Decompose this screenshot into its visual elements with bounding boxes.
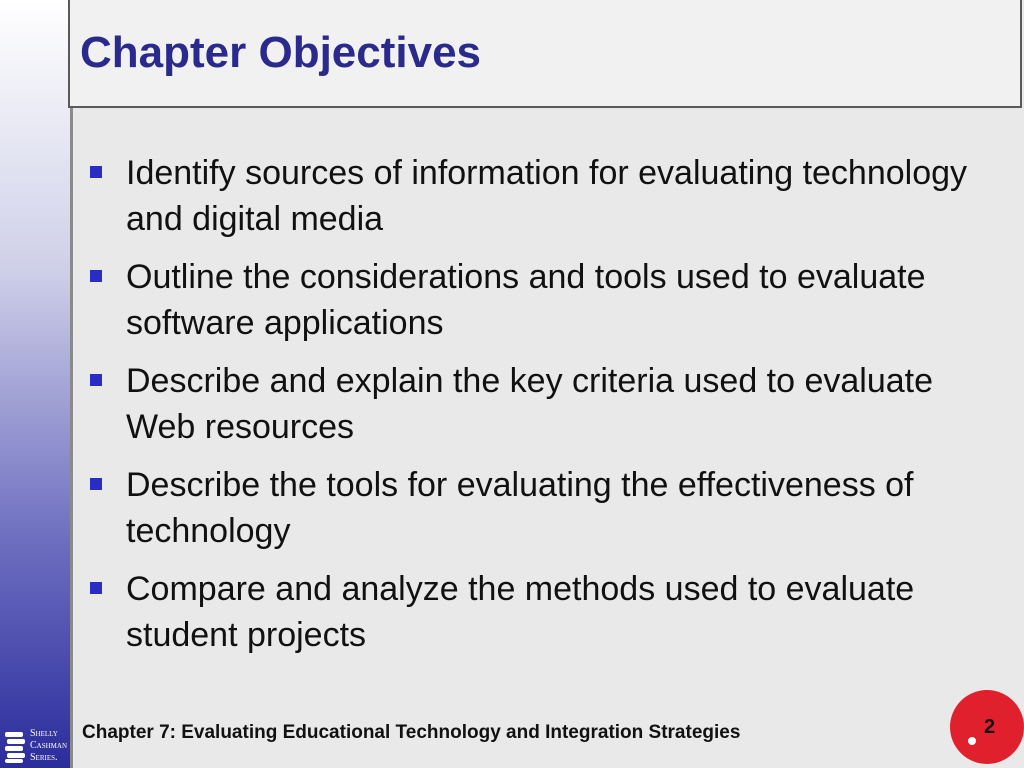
bullet-list <box>90 150 1010 670</box>
bullet-item <box>90 462 1010 554</box>
page-number: 2 <box>984 716 996 738</box>
slide-title: Chapter Objectives <box>80 28 482 77</box>
bullet-item <box>90 358 1010 450</box>
logo-line: Shelly <box>30 728 58 739</box>
page-dot <box>968 737 976 745</box>
bullet-item <box>90 254 1010 346</box>
bullet-text: Describe the tools for evaluating the effectiveness of technology <box>126 466 914 550</box>
square-bullet-icon <box>90 374 102 386</box>
bullet-text: Identify sources of information for evaluating technology and digital media <box>126 154 968 238</box>
bullet-text: Describe and explain the key criteria used to evaluate Web resources <box>126 362 934 446</box>
logo-line: Series. <box>30 752 58 763</box>
bullet-text: Compare and analyze the methods used to evaluate student projects <box>126 570 915 654</box>
bullet-item <box>90 566 1010 658</box>
square-bullet-icon <box>90 270 102 282</box>
bullet-text: Outline the considerations and tools used to evaluate software applications <box>126 258 926 342</box>
band-divider <box>70 0 73 768</box>
square-bullet-icon <box>90 166 102 178</box>
square-bullet-icon <box>90 478 102 490</box>
square-bullet-icon <box>90 582 102 594</box>
publisher-logo-text <box>30 728 67 764</box>
bullet-item <box>90 150 1010 242</box>
logo-line: Cashman <box>30 740 68 751</box>
slide-footer: Chapter 7: Evaluating Educational Technology and Integration Strategies <box>82 722 741 743</box>
book-stack-icon <box>4 730 26 764</box>
left-gradient-band <box>0 0 70 768</box>
